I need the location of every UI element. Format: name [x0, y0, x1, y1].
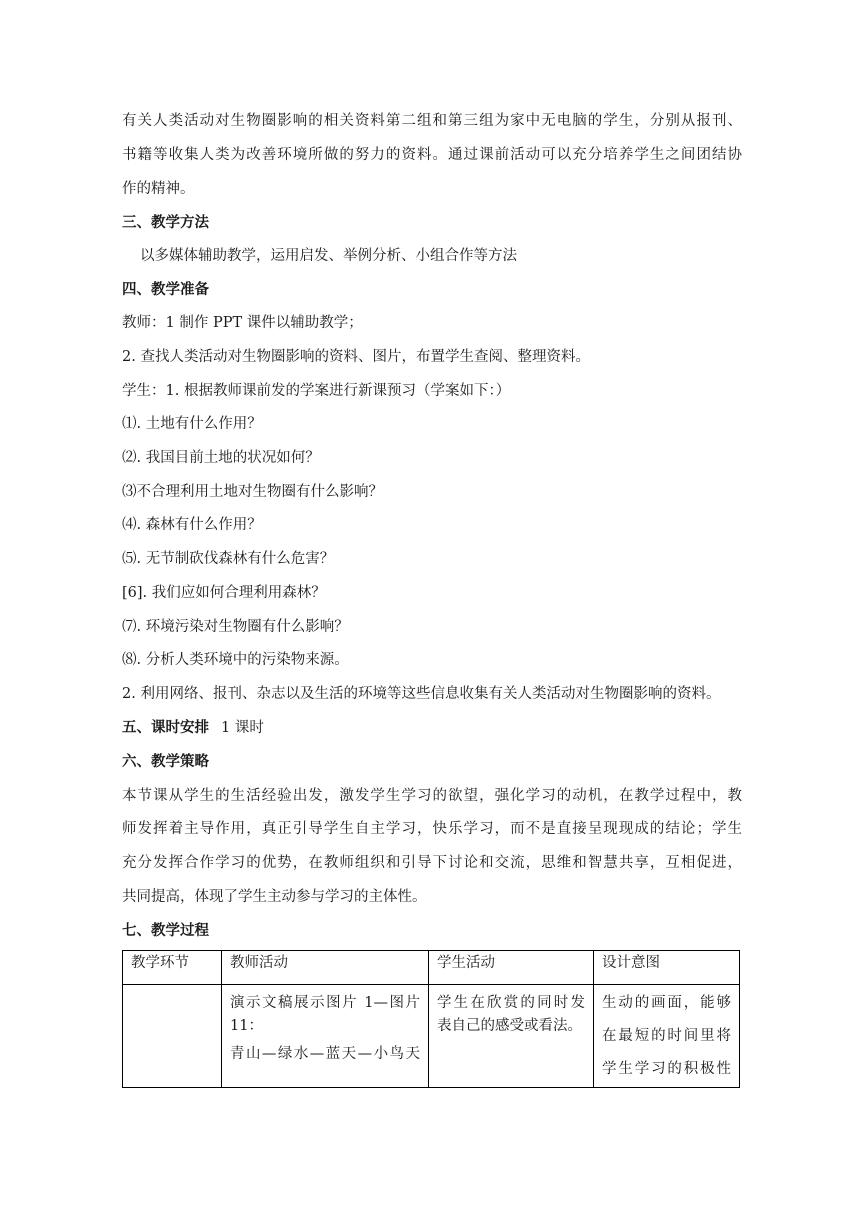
design-intent-cell — [594, 985, 740, 1088]
strategy-line: 共同提高，体现了学生主动参与学习的主体性。 — [122, 889, 427, 905]
preparation-line: 教师：1 制作 PPT 课件以辅助教学； — [122, 315, 363, 331]
stage-cell — [123, 985, 222, 1088]
question-item: ⑺. 环境污染对生物圈有什么影响？ — [122, 619, 349, 635]
question-item: ⑸. 无节制砍伐森林有什么危害？ — [122, 551, 335, 567]
question-item: ⑶不合理利用土地对生物圈有什么影响？ — [122, 484, 383, 500]
preparation-line: 2. 利用网络、报刊、杂志以及生活的环境等这些信息收集有关人类活动对生物圈影响的资料。 — [122, 686, 721, 702]
section-heading-process: 七、教学过程 — [122, 923, 209, 939]
intro-line: 作的精神。 — [122, 181, 195, 197]
cell-text-line: 11： — [230, 1018, 263, 1034]
header-cell-student: 学生活动 — [429, 951, 594, 985]
section-heading-methods: 三、教学方法 — [122, 215, 209, 231]
question-item: ⑷. 森林有什么作用？ — [122, 517, 262, 533]
schedule-value: 1 课时 — [221, 720, 264, 736]
cell-text-line: 演示文稿展示图片 1—图片 — [230, 995, 420, 1011]
strategy-line: 师发挥着主导作用，真正引导学生自主学习，快乐学习，而不是直接呈现现成的结论；学生 — [122, 821, 742, 837]
cell-text-line: 在最短的时间里将 — [602, 1028, 731, 1044]
methods-text: 以多媒体辅助教学，运用启发、举例分析、小组合作等方法 — [140, 248, 517, 264]
cell-text-line: 表自己的感受或看法。 — [437, 1018, 582, 1034]
preparation-line: 2. 查找人类活动对生物圈影响的资料、图片，布置学生查阅、整理资料。 — [122, 349, 590, 365]
schedule-heading: 五、课时安排 — [122, 720, 209, 736]
header-cell-teacher: 教师活动 — [222, 951, 429, 985]
section-heading-strategy: 六、教学策略 — [122, 754, 209, 770]
question-item: ⑴. 土地有什么作用？ — [122, 416, 262, 432]
teacher-activity-cell — [222, 985, 429, 1088]
strategy-line: 充分发挥合作学习的优势，在教师组织和引导下讨论和交流，思维和智慧共享，互相促进， — [122, 855, 742, 871]
teaching-process-table — [122, 950, 740, 1088]
question-item: [6]. 我们应如何合理利用森林？ — [122, 585, 326, 601]
cell-text-line: 学生学习的积极性 — [602, 1061, 731, 1077]
table-row — [123, 985, 740, 1088]
section-heading-schedule — [122, 718, 742, 738]
cell-text-line: 学生在欣赏的同时发 — [437, 995, 585, 1011]
preparation-line: 学生：1. 根据教师课前发的学案进行新课预习（学案如下：） — [122, 383, 511, 399]
header-cell-stage: 教学环节 — [123, 951, 222, 985]
strategy-line: 本节课从学生的生活经验出发，激发学生学习的欲望，强化学习的动机，在教学过程中，教 — [122, 788, 742, 804]
cell-text-line: 生动的画面，能够 — [602, 995, 731, 1011]
intro-line: 书籍等收集人类为改善环境所做的努力的资料。通过课前活动可以充分培养学生之间团结协 — [122, 147, 742, 163]
student-activity-cell — [429, 985, 594, 1088]
header-cell-intent: 设计意图 — [594, 951, 740, 985]
question-item: ⑵. 我国目前土地的状况如何？ — [122, 450, 320, 466]
section-heading-preparation: 四、教学准备 — [122, 282, 209, 298]
table-header-row — [123, 951, 740, 985]
cell-text-line: 青山—绿水—蓝天—小鸟天 — [230, 1046, 420, 1062]
question-item: ⑻. 分析人类环境中的污染物来源。 — [122, 652, 349, 668]
intro-line: 有关人类活动对生物圈影响的相关资料第二组和第三组为家中无电脑的学生，分别从报刊、 — [122, 113, 742, 129]
